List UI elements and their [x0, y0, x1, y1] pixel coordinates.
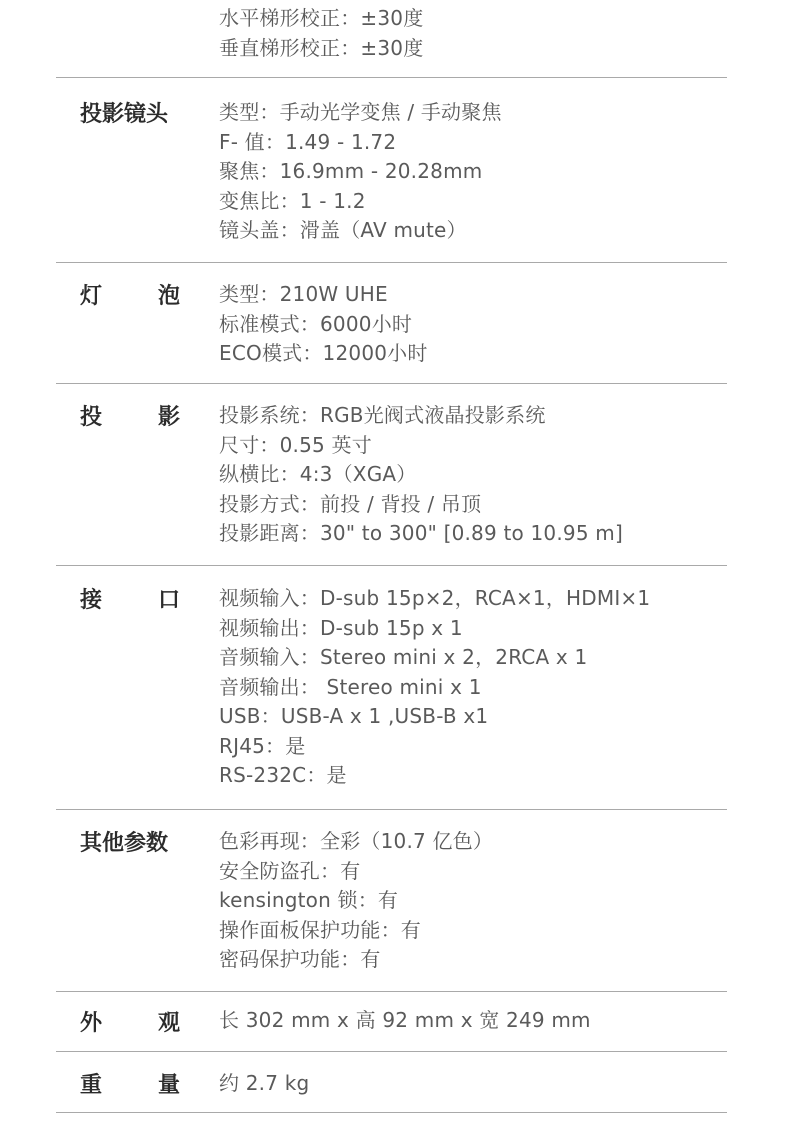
- section-label-char: 灯: [80, 284, 103, 309]
- spec-line: 视频输入：D-sub 15p×2，RCA×1，HDMI×1: [219, 586, 651, 610]
- section-divider: [56, 77, 727, 78]
- spec-line: 纵横比：4:3（XGA）: [219, 462, 417, 486]
- spec-line: 约 2.7 kg: [219, 1071, 310, 1095]
- section-label: [80, 1009, 180, 1039]
- section-label-char: 泡: [157, 284, 180, 309]
- section-divider: [56, 565, 727, 566]
- spec-line: 音频输入：Stereo mini x 2，2RCA x 1: [219, 645, 588, 669]
- section-content: [219, 280, 739, 369]
- spec-line: 安全防盗孔：有: [219, 858, 361, 883]
- section-content: [219, 1069, 739, 1099]
- spec-line: 色彩再现：全彩（10.7 亿色）: [219, 829, 494, 853]
- spec-line: 聚焦：16.9mm - 20.28mm: [219, 159, 483, 183]
- spec-line: 垂直梯形校正：±30度: [219, 35, 424, 60]
- spec-line: F- 值：1.49 - 1.72: [219, 129, 397, 154]
- spec-line: 投影系统：RGB光阀式液晶投影系统: [219, 403, 546, 427]
- spec-line: 密码保护功能：有: [219, 947, 381, 971]
- section-label: [80, 586, 180, 616]
- spec-line: 标准模式：6000小时: [219, 311, 413, 336]
- section-divider: [56, 1112, 727, 1113]
- section-label-char: 观: [157, 1011, 180, 1036]
- section-label-char: 影: [157, 405, 180, 430]
- section-label-char: 外: [80, 1011, 103, 1036]
- section-label: 其他参数: [80, 831, 169, 856]
- section-divider: [56, 383, 727, 384]
- spec-line: 类型：手动光学变焦 / 手动聚焦: [219, 100, 502, 124]
- spec-line: 投影距离：30" to 300" [0.89 to 10.95 m]: [219, 521, 623, 545]
- spec-line: 类型：210W UHE: [219, 282, 388, 306]
- section-divider: [56, 1051, 727, 1052]
- section-divider: [56, 809, 727, 810]
- section-label: [80, 1071, 180, 1101]
- spec-line: 音频输出： Stereo mini x 1: [219, 674, 482, 699]
- spec-line: 长 302 mm x 高 92 mm x 宽 249 mm: [219, 1008, 591, 1032]
- section-label: [80, 282, 180, 312]
- spec-line: RS-232C：是: [219, 763, 347, 787]
- section-label-char: 口: [157, 588, 180, 613]
- spec-line: USB：USB-A x 1 ,USB-B x1: [219, 704, 489, 728]
- spec-line: 视频输出：D-sub 15p x 1: [219, 615, 463, 640]
- spec-line: 变焦比：1 - 1.2: [219, 188, 366, 213]
- spec-line: 操作面板保护功能：有: [219, 917, 421, 942]
- section-content: [219, 1006, 739, 1036]
- section-label: 投影镜头: [80, 102, 169, 127]
- section-content: [219, 584, 739, 791]
- section-label: [80, 403, 180, 433]
- spec-line: 投影方式：前投 / 背投 / 吊顶: [219, 491, 482, 516]
- section-content: [219, 98, 739, 246]
- section-label-char: 量: [157, 1073, 180, 1098]
- section-content: [219, 827, 739, 975]
- section-divider: [56, 991, 727, 992]
- spec-line: kensington 锁：有: [219, 888, 399, 912]
- spec-line: ECO模式：12000小时: [219, 341, 428, 365]
- spec-line: 尺寸：0.55 英寸: [219, 432, 372, 457]
- spec-line: 镜头盖：滑盖（AV mute）: [219, 218, 467, 242]
- section-divider: [56, 262, 727, 263]
- section-label-char: 接: [80, 588, 103, 613]
- section-label-char: 投: [80, 405, 103, 430]
- keystone-spec-lines: [219, 4, 719, 63]
- spec-line: RJ45：是: [219, 733, 306, 758]
- section-content: [219, 401, 739, 549]
- spec-line: 水平梯形校正：±30度: [219, 6, 424, 30]
- section-label-char: 重: [80, 1073, 103, 1098]
